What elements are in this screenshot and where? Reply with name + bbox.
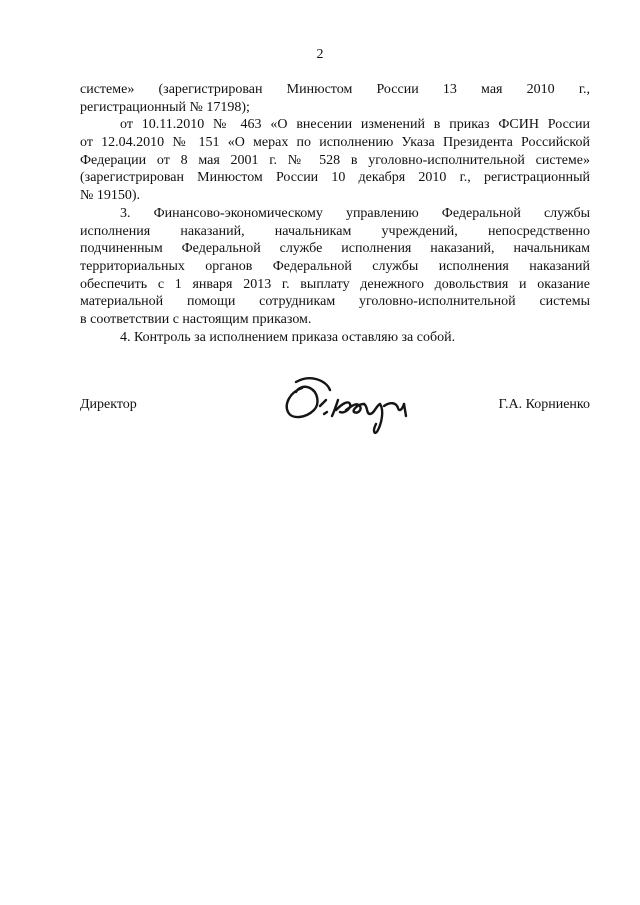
text-line: 3. Финансово-экономическому управлению Федеральной службы bbox=[120, 205, 590, 221]
signature-block bbox=[80, 370, 590, 440]
text-line: регистрационный № 17198); bbox=[80, 99, 250, 115]
document-body bbox=[80, 81, 590, 346]
text-line: от 12.04.2010 № 151 «О мерах по исполнению Указа Президента Российской bbox=[80, 135, 590, 151]
text-line: от 10.11.2010 № 463 «О внесении изменений в приказ ФСИН России bbox=[120, 117, 590, 133]
text-line: подчиненным Федеральной службе исполнения наказаний, начальникам bbox=[80, 241, 590, 257]
signatory-title: Директор bbox=[80, 397, 137, 412]
handwritten-signature bbox=[280, 370, 430, 438]
text-line: территориальных органов Федеральной службы исполнения наказаний bbox=[80, 258, 590, 274]
text-line: материальной помощи сотрудникам уголовно-исполнительной системы bbox=[80, 294, 590, 310]
text-line: Федерации от 8 мая 2001 г. № 528 в уголовно-исполнительной системе» bbox=[80, 152, 590, 168]
text-line: № 19150). bbox=[80, 188, 141, 204]
signatory-name: Г.А. Корниенко bbox=[498, 397, 590, 412]
text-line: 4. Контроль за исполнением приказа оставляю за собой. bbox=[120, 329, 456, 345]
text-line: в соответствии с настоящим приказом. bbox=[80, 311, 312, 327]
text-line: обеспечить с 1 января 2013 г. выплату денежного довольствия и оказание bbox=[80, 276, 590, 292]
page-number: 2 bbox=[316, 47, 324, 62]
text-line: системе» (зарегистрирован Минюстом России 13 мая 2010 г., bbox=[80, 82, 590, 97]
text-line: (зарегистрирован Минюстом России 10 декабря 2010 г., регистрационный bbox=[80, 170, 590, 186]
text-line: исполнения наказаний, начальникам учреждений, непосредственно bbox=[80, 223, 590, 239]
